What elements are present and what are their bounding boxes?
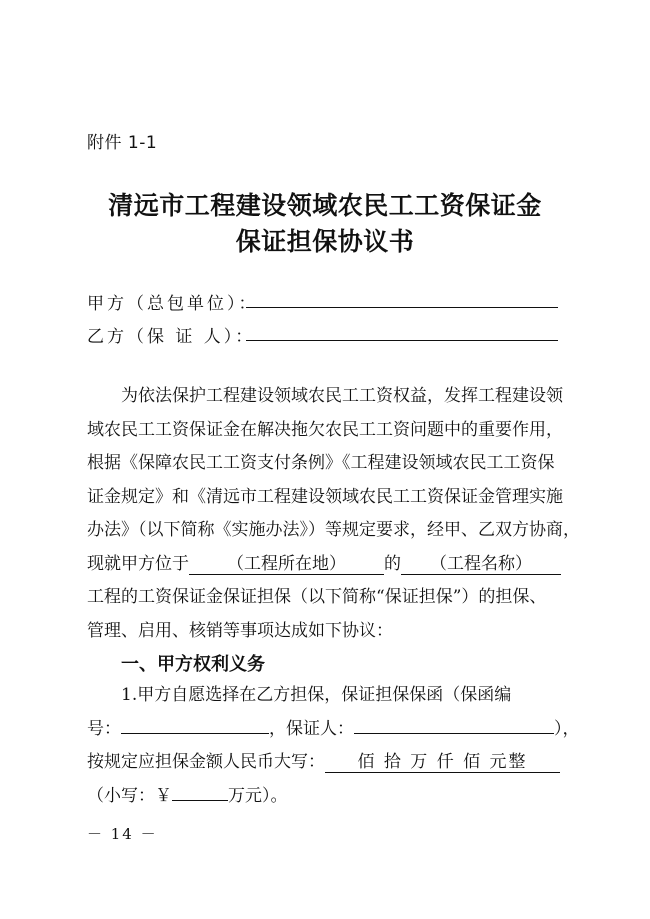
clause1-line-amount (87, 746, 577, 780)
intro-line: 证金规定》和《清远市工程建设领域农民工工资保证金管理实施 (87, 486, 563, 507)
clause1-line-small (87, 780, 577, 814)
intro-line6-mid: 的 (384, 553, 401, 574)
intro-paragraph (87, 380, 580, 648)
intro-line: 工程的工资保证金保证担保（以下简称“保证担保”）的担保、 (87, 587, 547, 607)
clause1-line4-prefix: （小写：￥ (87, 785, 172, 806)
guarantee-number-blank[interactable] (121, 733, 269, 734)
intro-line: 管理、启用、核销等事项达成如下协议： (87, 620, 393, 641)
party-a-label: 甲方（总包单位）： (87, 294, 259, 314)
clause1-line: 1.甲方自愿选择在乙方担保，保证担保保函（保函编 (121, 685, 512, 705)
party-b-label: 乙方（保 证 人）： (87, 327, 256, 347)
guarantor-blank[interactable] (354, 733, 554, 734)
amount-in-words-blank[interactable]: 佰 拾 万 仟 佰 元整 (325, 752, 560, 773)
clause1-line4-suffix: 万元）。 (228, 785, 288, 806)
document-title-line2: 保证担保协议书 (235, 227, 415, 256)
intro-line6-prefix: 现就甲方位于 (87, 553, 189, 574)
clause1-paragraph (87, 679, 580, 813)
page-number: － 14 － (87, 825, 158, 843)
clause1-line2-prefix: 号： (87, 718, 121, 739)
intro-line: 根据《保障农民工工资支付条例》《工程建设领域农民工工资保 (87, 453, 555, 473)
party-a-blank[interactable] (246, 307, 558, 308)
intro-line: 域农民工工资保证金在解决拖欠农民工工资问题中的重要作用， (87, 419, 563, 440)
intro-line: 办法》（以下简称《实施办法》）等规定要求，经甲、乙双方协商， (87, 520, 580, 540)
intro-line-project (87, 548, 577, 582)
clause1-line3-prefix: 按规定应担保金额人民币大写： (87, 752, 325, 772)
amount-in-figures-blank[interactable] (172, 800, 228, 801)
clause1-line-numbers (87, 713, 580, 747)
project-name-blank[interactable]: （工程名称） (401, 554, 561, 575)
clause1-line2-suffix: ）， (554, 718, 580, 739)
clause1-line2-mid: ，保证人： (269, 718, 354, 739)
party-b-blank[interactable] (246, 340, 558, 341)
project-location-blank[interactable]: （工程所在地） (189, 554, 384, 575)
document-title-line1: 清远市工程建设领域农民工工资保证金 (108, 191, 542, 220)
intro-line: 为依法保护工程建设领域农民工工资权益，发挥工程建设领 (121, 386, 563, 406)
section1-heading: 一、甲方权利义务 (121, 654, 265, 675)
attachment-label: 附件 1-1 (87, 133, 158, 153)
